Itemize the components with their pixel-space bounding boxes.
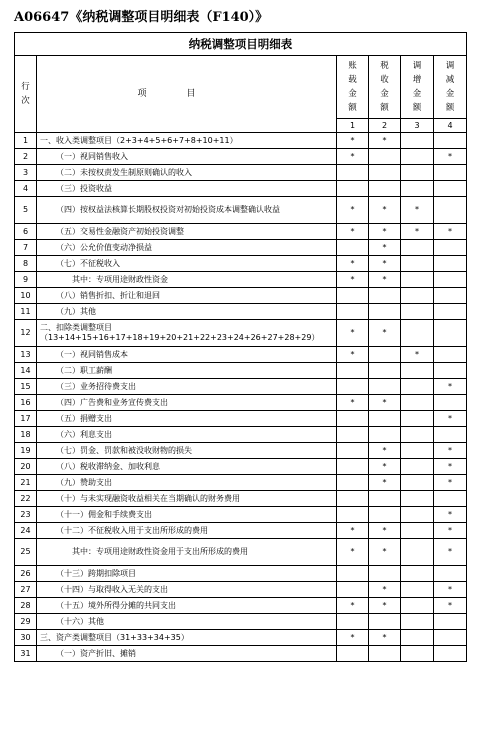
row-item-label: （八）销售折扣、折让和退回: [37, 288, 337, 304]
amount-cell[interactable]: *: [337, 347, 369, 363]
amount-cell[interactable]: [434, 304, 467, 320]
amount-cell[interactable]: [369, 347, 401, 363]
amount-cell[interactable]: [369, 379, 401, 395]
amount-cell[interactable]: [434, 256, 467, 272]
table-row: [15, 459, 467, 475]
amount-cell[interactable]: *: [337, 149, 369, 165]
row-number: 15: [15, 379, 37, 395]
row-item-label: （九）其他: [37, 304, 337, 320]
amount-cell[interactable]: [337, 566, 369, 582]
amount-cell[interactable]: *: [369, 459, 401, 475]
header-item: 项目: [37, 56, 337, 133]
amount-cell[interactable]: *: [434, 523, 467, 539]
amount-cell[interactable]: *: [369, 395, 401, 411]
table-row: [15, 363, 467, 379]
table-row: [15, 181, 467, 197]
row-item-label: （十四）与取得收入无关的支出: [37, 582, 337, 598]
amount-cell[interactable]: [369, 288, 401, 304]
amount-cell[interactable]: [337, 443, 369, 459]
amount-cell[interactable]: [434, 614, 467, 630]
amount-cell[interactable]: [337, 475, 369, 491]
column-number: 4: [434, 119, 467, 133]
amount-cell[interactable]: [401, 256, 434, 272]
amount-cell[interactable]: *: [434, 475, 467, 491]
amount-cell[interactable]: [401, 459, 434, 475]
column-number: 1: [337, 119, 369, 133]
amount-cell[interactable]: *: [337, 133, 369, 149]
amount-cell[interactable]: [401, 379, 434, 395]
table-row: [15, 491, 467, 507]
row-item-label: （十一）佣金和手续费支出: [37, 507, 337, 523]
amount-cell[interactable]: [401, 363, 434, 379]
amount-cell[interactable]: [369, 507, 401, 523]
table-row: [15, 427, 467, 443]
amount-cell[interactable]: [401, 272, 434, 288]
amount-cell[interactable]: [337, 427, 369, 443]
row-item-label: （十二）不征税收入用于支出所形成的费用: [37, 523, 337, 539]
row-number: 4: [15, 181, 37, 197]
row-number: 3: [15, 165, 37, 181]
row-item-label: （六）公允价值变动净损益: [37, 240, 337, 256]
amount-cell[interactable]: [337, 491, 369, 507]
amount-cell[interactable]: *: [369, 443, 401, 459]
row-number: 9: [15, 272, 37, 288]
amount-cell[interactable]: [337, 614, 369, 630]
row-item-label: （七）不征税收入: [37, 256, 337, 272]
row-item-label: （一）视同销售成本: [37, 347, 337, 363]
amount-cell[interactable]: [337, 363, 369, 379]
amount-cell[interactable]: [401, 304, 434, 320]
row-number: 2: [15, 149, 37, 165]
amount-cell[interactable]: [434, 197, 467, 224]
row-number: 12: [15, 320, 37, 347]
table-row: [15, 379, 467, 395]
row-item-label: 一、收入类调整项目（2+3+4+5+6+7+8+10+11）: [37, 133, 337, 149]
document-title: A06647《纳税调整项目明细表（F140）》: [14, 10, 269, 25]
amount-cell[interactable]: [401, 411, 434, 427]
row-number: 11: [15, 304, 37, 320]
row-number: 30: [15, 630, 37, 646]
table-row: [15, 272, 467, 288]
amount-cell[interactable]: [401, 646, 434, 662]
row-item-label: 其中：专项用途财政性资金: [37, 272, 337, 288]
table-row: [15, 320, 467, 347]
row-number: 22: [15, 491, 37, 507]
amount-cell[interactable]: [401, 582, 434, 598]
amount-cell[interactable]: [401, 614, 434, 630]
row-item-label: （二）职工薪酬: [37, 363, 337, 379]
amount-cell[interactable]: *: [434, 149, 467, 165]
row-number: 19: [15, 443, 37, 459]
table-row: [15, 566, 467, 582]
table-row: [15, 149, 467, 165]
amount-cell[interactable]: *: [337, 598, 369, 614]
amount-cell[interactable]: *: [369, 240, 401, 256]
amount-cell[interactable]: *: [369, 582, 401, 598]
table-row: [15, 256, 467, 272]
amount-cell[interactable]: *: [337, 197, 369, 224]
header-increase-amount: 调增金额: [401, 56, 434, 119]
table-row: [15, 539, 467, 566]
row-number: 20: [15, 459, 37, 475]
row-number: 21: [15, 475, 37, 491]
amount-cell[interactable]: [401, 240, 434, 256]
row-item-label: （一）视同销售收入: [37, 149, 337, 165]
amount-cell[interactable]: [434, 320, 467, 347]
table-row: [15, 224, 467, 240]
amount-cell[interactable]: [434, 646, 467, 662]
amount-cell[interactable]: [369, 566, 401, 582]
table-row: [15, 197, 467, 224]
amount-cell[interactable]: [401, 598, 434, 614]
amount-cell[interactable]: *: [369, 224, 401, 240]
table-row: [15, 614, 467, 630]
table-row: [15, 507, 467, 523]
row-number: 10: [15, 288, 37, 304]
table-row: [15, 630, 467, 646]
amount-cell[interactable]: [401, 288, 434, 304]
amount-cell[interactable]: [401, 443, 434, 459]
row-number: 18: [15, 427, 37, 443]
row-number: 27: [15, 582, 37, 598]
row-number: 23: [15, 507, 37, 523]
amount-cell[interactable]: *: [337, 272, 369, 288]
header-decrease-amount: 调减金额: [434, 56, 467, 119]
row-number: 24: [15, 523, 37, 539]
table-row: [15, 240, 467, 256]
amount-cell[interactable]: *: [401, 224, 434, 240]
amount-cell[interactable]: *: [369, 133, 401, 149]
row-item-label: （十三）跨期扣除项目: [37, 566, 337, 582]
amount-cell[interactable]: [401, 149, 434, 165]
table-body: [15, 133, 467, 662]
row-number: 14: [15, 363, 37, 379]
amount-cell[interactable]: *: [369, 523, 401, 539]
amount-cell[interactable]: *: [434, 224, 467, 240]
amount-cell[interactable]: *: [434, 459, 467, 475]
table-row: [15, 304, 467, 320]
amount-cell[interactable]: *: [434, 598, 467, 614]
table-row: [15, 133, 467, 149]
table-title: 纳税调整项目明细表: [15, 33, 467, 56]
row-item-label: （七）罚金、罚款和被没收财物的损失: [37, 443, 337, 459]
amount-cell[interactable]: *: [434, 379, 467, 395]
row-item-label: 三、资产类调整项目（31+33+34+35）: [37, 630, 337, 646]
table-row: [15, 523, 467, 539]
amount-cell[interactable]: [337, 379, 369, 395]
amount-cell[interactable]: *: [434, 539, 467, 566]
amount-cell[interactable]: [369, 149, 401, 165]
row-item-label: （六）利息支出: [37, 427, 337, 443]
row-item-label: （三）投资收益: [37, 181, 337, 197]
amount-cell[interactable]: [434, 491, 467, 507]
amount-cell[interactable]: [434, 133, 467, 149]
amount-cell[interactable]: *: [337, 539, 369, 566]
amount-cell[interactable]: [337, 288, 369, 304]
table-row: [15, 347, 467, 363]
amount-cell[interactable]: *: [369, 475, 401, 491]
amount-cell[interactable]: [401, 507, 434, 523]
amount-cell[interactable]: *: [337, 224, 369, 240]
row-number: 6: [15, 224, 37, 240]
amount-cell[interactable]: *: [337, 256, 369, 272]
row-item-label: （十）与未实现融资收益相关在当期确认的财务费用: [37, 491, 337, 507]
amount-cell[interactable]: [401, 539, 434, 566]
header-book-amount: 账载金额: [337, 56, 369, 119]
amount-cell[interactable]: [434, 363, 467, 379]
amount-cell[interactable]: [434, 427, 467, 443]
row-item-label: （二）未按权责发生制原则确认的收入: [37, 165, 337, 181]
amount-cell[interactable]: [369, 427, 401, 443]
row-number: 16: [15, 395, 37, 411]
amount-cell[interactable]: [369, 181, 401, 197]
column-number: 2: [369, 119, 401, 133]
row-number: 17: [15, 411, 37, 427]
amount-cell[interactable]: *: [369, 598, 401, 614]
amount-cell[interactable]: [337, 582, 369, 598]
amount-cell[interactable]: [369, 646, 401, 662]
row-item-label: （十六）其他: [37, 614, 337, 630]
row-item-label: （五）交易性金融资产初始投资调整: [37, 224, 337, 240]
header-seq: 行次: [15, 56, 37, 133]
amount-cell[interactable]: *: [369, 539, 401, 566]
amount-cell[interactable]: [337, 459, 369, 475]
amount-cell[interactable]: *: [369, 256, 401, 272]
amount-cell[interactable]: [369, 491, 401, 507]
amount-cell[interactable]: [337, 165, 369, 181]
row-item-label: （十五）境外所得分摊的共同支出: [37, 598, 337, 614]
row-number: 29: [15, 614, 37, 630]
table-row: [15, 598, 467, 614]
amount-cell[interactable]: [369, 165, 401, 181]
row-number: 31: [15, 646, 37, 662]
amount-cell[interactable]: [337, 304, 369, 320]
amount-cell[interactable]: [401, 165, 434, 181]
amount-cell[interactable]: [401, 523, 434, 539]
amount-cell[interactable]: [337, 507, 369, 523]
amount-cell[interactable]: [369, 411, 401, 427]
amount-cell[interactable]: *: [337, 523, 369, 539]
amount-cell[interactable]: [401, 427, 434, 443]
amount-cell[interactable]: [401, 491, 434, 507]
row-item-label: 二、扣除类调整项目（13+14+15+16+17+18+19+20+21+22+23+24+26+27+28+29）: [37, 320, 337, 347]
amount-cell[interactable]: *: [401, 197, 434, 224]
table-row: [15, 646, 467, 662]
row-number: 13: [15, 347, 37, 363]
row-item-label: （八）税收滞纳金、加收利息: [37, 459, 337, 475]
amount-cell[interactable]: [434, 288, 467, 304]
row-item-label: （四）广告费和业务宣传费支出: [37, 395, 337, 411]
amount-cell[interactable]: [401, 566, 434, 582]
amount-cell[interactable]: [337, 181, 369, 197]
row-number: 7: [15, 240, 37, 256]
amount-cell[interactable]: *: [369, 630, 401, 646]
row-item-label: （九）赞助支出: [37, 475, 337, 491]
column-number: 3: [401, 119, 434, 133]
amount-cell[interactable]: [434, 566, 467, 582]
amount-cell[interactable]: *: [337, 320, 369, 347]
row-item-label: 其中：专项用途财政性资金用于支出所形成的费用: [37, 539, 337, 566]
amount-cell[interactable]: [434, 181, 467, 197]
amount-cell[interactable]: *: [337, 630, 369, 646]
table-row: [15, 443, 467, 459]
table-row: [15, 165, 467, 181]
amount-cell[interactable]: *: [434, 507, 467, 523]
amount-cell[interactable]: [337, 411, 369, 427]
row-item-label: （一）资产折旧、摊销: [37, 646, 337, 662]
amount-cell[interactable]: [434, 395, 467, 411]
amount-cell[interactable]: [401, 181, 434, 197]
row-number: 1: [15, 133, 37, 149]
amount-cell[interactable]: [369, 363, 401, 379]
amount-cell[interactable]: *: [434, 411, 467, 427]
amount-cell[interactable]: [369, 304, 401, 320]
amount-cell[interactable]: [401, 133, 434, 149]
amount-cell[interactable]: [434, 240, 467, 256]
amount-cell[interactable]: [401, 630, 434, 646]
table-row: [15, 395, 467, 411]
row-item-label: （四）按权益法核算长期股权投资对初始投资成本调整确认收益: [37, 197, 337, 224]
tax-adjustment-table: [14, 32, 467, 662]
amount-cell[interactable]: [434, 630, 467, 646]
header-tax-amount: 税收金额: [369, 56, 401, 119]
amount-cell[interactable]: [337, 646, 369, 662]
amount-cell[interactable]: [434, 165, 467, 181]
row-number: 8: [15, 256, 37, 272]
row-number: 26: [15, 566, 37, 582]
amount-cell[interactable]: *: [337, 395, 369, 411]
row-number: 5: [15, 197, 37, 224]
amount-cell[interactable]: [434, 272, 467, 288]
table-row: [15, 411, 467, 427]
table-row: [15, 288, 467, 304]
amount-cell[interactable]: [337, 240, 369, 256]
amount-cell[interactable]: *: [369, 197, 401, 224]
amount-cell[interactable]: [434, 347, 467, 363]
amount-cell[interactable]: *: [369, 272, 401, 288]
amount-cell[interactable]: *: [434, 582, 467, 598]
amount-cell[interactable]: [369, 614, 401, 630]
row-item-label: （三）业务招待费支出: [37, 379, 337, 395]
amount-cell[interactable]: [401, 475, 434, 491]
row-number: 25: [15, 539, 37, 566]
table-row: [15, 582, 467, 598]
amount-cell[interactable]: *: [401, 347, 434, 363]
amount-cell[interactable]: *: [434, 443, 467, 459]
table-row: [15, 475, 467, 491]
row-item-label: （五）捐赠支出: [37, 411, 337, 427]
amount-cell[interactable]: [401, 395, 434, 411]
amount-cell[interactable]: *: [369, 320, 401, 347]
amount-cell[interactable]: [401, 320, 434, 347]
row-number: 28: [15, 598, 37, 614]
